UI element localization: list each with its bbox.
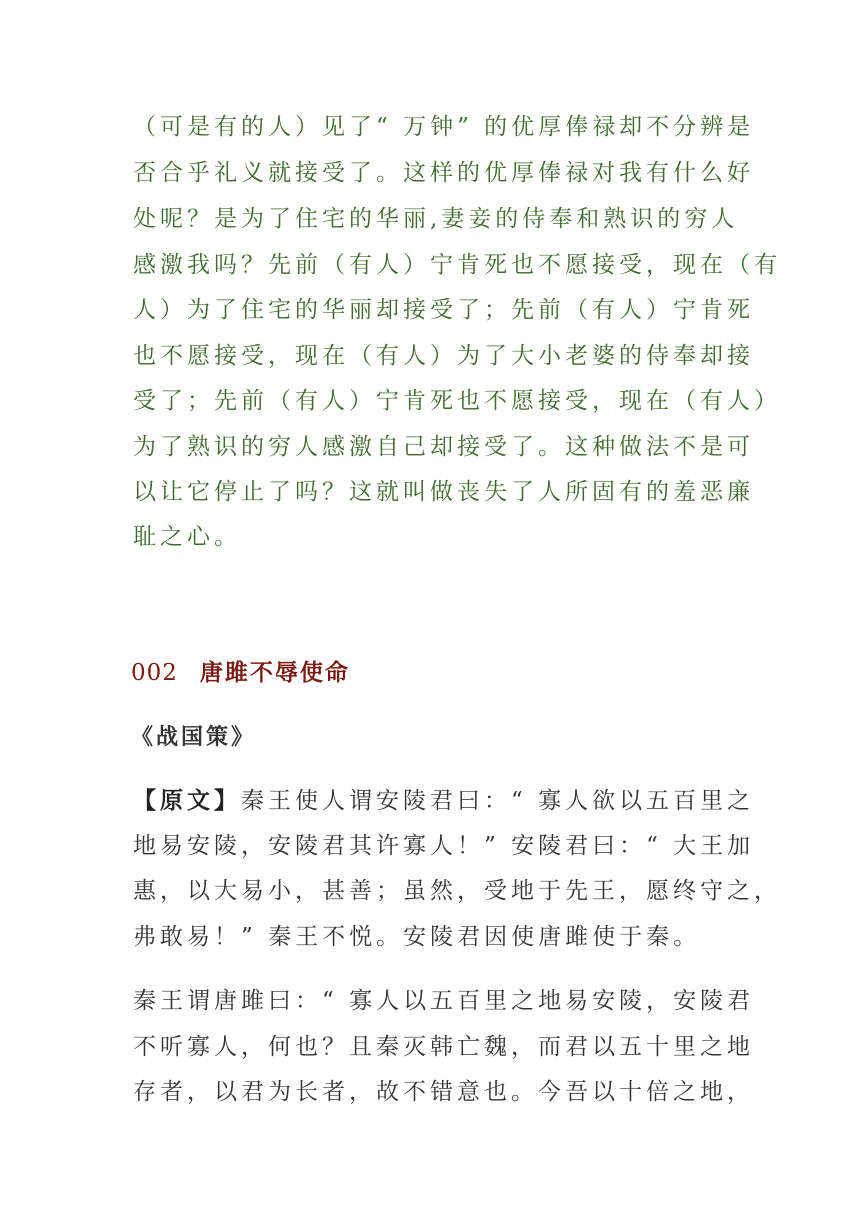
translation-line: 否合乎礼义就接受了。这样的优厚俸禄对我有什么好 — [133, 160, 754, 186]
section-number: 002 — [131, 660, 178, 686]
original-text-first-line: 秦王使人谓安陵君曰：“ 寡人欲以五百里之 — [241, 788, 755, 814]
paragraph-line: 存者，以君为长者，故不错意也。今吾以十倍之地， — [133, 1079, 754, 1105]
original-text-line: 惠，以大易小，甚善；虽然，受地于先王，愿终守之， — [133, 878, 781, 904]
section-title: 唐雎不辱使命 — [199, 659, 350, 686]
translation-line: 也不愿接受，现在（有人）为了大小老婆的侍奉却接 — [133, 343, 754, 369]
translation-line: 受了；先前（有人）宁肯死也不愿接受，现在（有人） — [133, 388, 781, 414]
paragraph-line: 不听寡人，何也？且秦灭韩亡魏，而君以五十里之地 — [133, 1034, 754, 1060]
translation-line: 感激我吗？先前（有人）宁肯死也不愿接受，现在（有 — [133, 252, 781, 278]
original-text-line — [133, 778, 755, 824]
translation-line: （可是有的人）见了“ 万钟” 的优厚俸禄却不分辨是 — [133, 114, 755, 140]
translation-line: 以让它停止了吗？这就叫做丧失了人所固有的羞恶廉 — [133, 479, 754, 505]
translation-line: 处呢？是为了住宅的华丽,妻妾的侍奉和熟识的穷人 — [133, 206, 739, 232]
source-title: 《战国策》 — [131, 724, 257, 750]
paragraph-line: 秦王谓唐雎曰：“ 寡人以五百里之地易安陵，安陵君 — [133, 988, 755, 1014]
original-text-line: 弗敢易！” 秦王不悦。安陵君因使唐雎使于秦。 — [133, 924, 701, 950]
translation-line: 为了熟识的穷人感激自己却接受了。这种做法不是可 — [133, 434, 754, 460]
section-heading — [131, 654, 350, 687]
original-text-line: 地易安陵，安陵君其许寡人！” 安陵君曰：“ 大王加 — [133, 833, 755, 859]
translation-line: 人）为了住宅的华丽却接受了；先前（有人）宁肯死 — [133, 297, 754, 323]
original-text-label: 【原文】 — [133, 787, 241, 814]
translation-line: 耻之心。 — [133, 524, 241, 550]
